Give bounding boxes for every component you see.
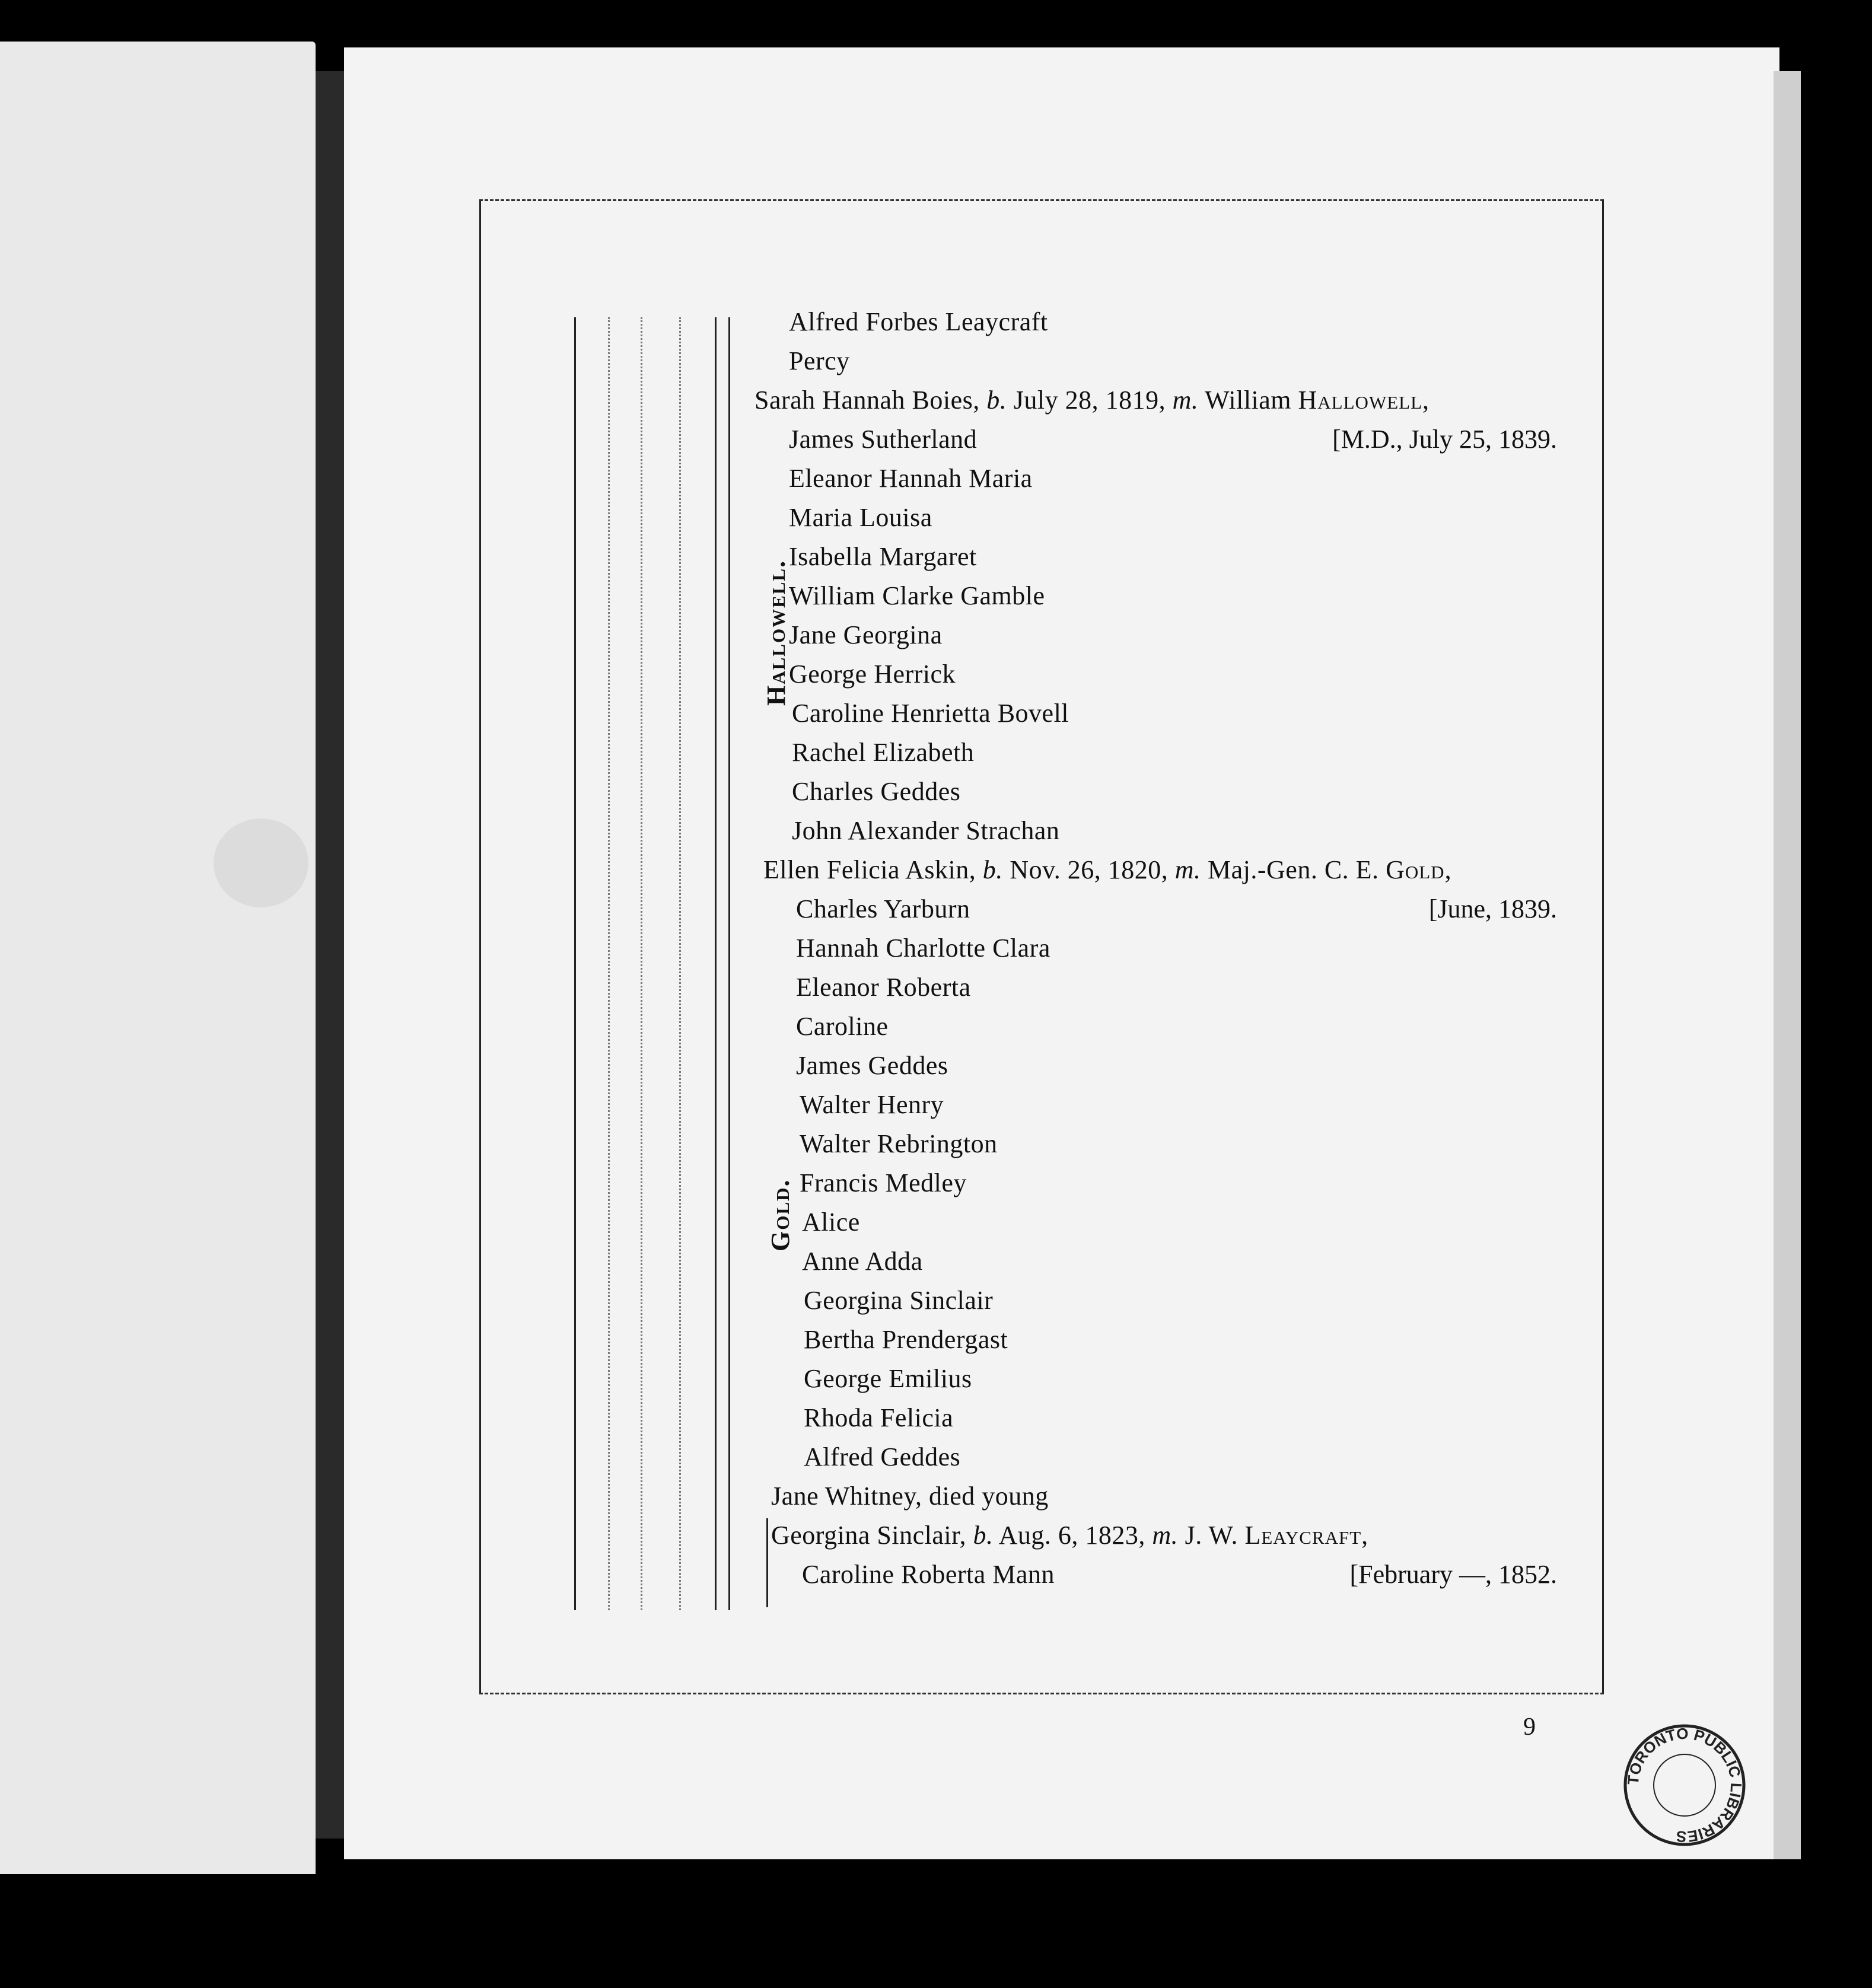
entry-fragment: Nov. 26, 1820, [1002, 855, 1175, 884]
paper-stain [214, 818, 308, 907]
entry-text: Eleanor Roberta [796, 973, 971, 1002]
entry-text: Maria Louisa [789, 503, 932, 532]
entry-text: Percy [789, 346, 850, 375]
entry-name [796, 893, 970, 926]
entry-name [804, 1284, 993, 1317]
entry-text: Charles Geddes [792, 777, 961, 806]
family-label-gold: Gold. [766, 1178, 795, 1251]
entry-name [792, 736, 974, 769]
entry-text: Bertha Prendergast [804, 1325, 1008, 1354]
entry-fragment: b. [986, 386, 1007, 415]
entry-text: Eleanor Hannah Maria [789, 464, 1033, 493]
entry-text: Rhoda Felicia [804, 1403, 954, 1432]
entry-name [804, 1441, 960, 1474]
entry-name [771, 1480, 1049, 1513]
entry-name [789, 345, 850, 378]
entry-name [804, 1323, 1008, 1356]
left-page [0, 42, 316, 1874]
entry-continuation: [June, 1839. [1428, 894, 1557, 923]
library-stamp [1622, 1723, 1747, 1847]
entry-text: Walter Rebrington [800, 1129, 998, 1158]
entry-text: Alfred Forbes Leaycraft [789, 307, 1048, 336]
entry-name [796, 1049, 948, 1082]
entry-name [789, 423, 977, 456]
entry-fragment: Gold [1386, 855, 1445, 884]
entry-fragment: Georgina Sinclair, [771, 1521, 973, 1550]
entry-fragment: Hallowell [1298, 386, 1423, 415]
family-label-hallowell: Hallowell. [762, 559, 791, 706]
entry-text: Caroline Roberta Mann [802, 1560, 1055, 1589]
entry-name [789, 658, 956, 691]
entry-fragment: Maj.-Gen. C. E. [1201, 855, 1386, 884]
entry-text: William Clarke Gamble [789, 581, 1045, 610]
entry-fragment: Ellen Felicia Askin, [763, 855, 983, 884]
entry-text: James Geddes [796, 1051, 948, 1080]
entry-text: Caroline Henrietta Bovell [792, 699, 1069, 728]
entry-name [796, 1010, 889, 1043]
genealogy-rule [715, 317, 717, 1610]
book-spine [316, 71, 344, 1839]
entry-text: Francis Medley [800, 1168, 967, 1197]
entry-name [789, 462, 1033, 495]
entry-fragment: , [1444, 855, 1452, 884]
entry-fragment: J. W. [1178, 1521, 1245, 1550]
entry-name [800, 1127, 998, 1161]
entry-name [789, 305, 1048, 339]
entry-name [792, 697, 1069, 730]
entry-name [789, 501, 932, 534]
entry-fragment: m. [1172, 386, 1199, 415]
entry-text: George Herrick [789, 660, 956, 689]
genealogy-rule [728, 317, 730, 1610]
entry-text: Hannah Charlotte Clara [796, 934, 1050, 963]
entry-name [802, 1558, 1055, 1591]
entry-text: Alice [802, 1208, 860, 1237]
entry-fragment: b. [982, 855, 1003, 884]
entry-fragment: m. [1174, 855, 1201, 884]
page-number: 9 [1523, 1713, 1536, 1741]
entry-text: Alfred Geddes [804, 1442, 961, 1471]
entry-name [789, 619, 943, 652]
svg-text:TORONTO PUBLIC LIBRARIES: TORONTO PUBLIC LIBRARIES [1623, 1724, 1746, 1846]
entry-fragment: July 28, 1819, [1007, 386, 1173, 415]
entry-name [800, 1167, 967, 1200]
entry-fragment: , [1422, 386, 1430, 415]
entry-fragment: b. [973, 1521, 994, 1550]
entry-text: Charles Yarburn [796, 894, 970, 923]
entry-text: George Emilius [804, 1364, 972, 1393]
entry-text: Caroline [796, 1012, 889, 1041]
entry-name [792, 775, 960, 808]
entry-marriage-line [763, 853, 1451, 887]
entry-name [804, 1362, 972, 1396]
entry-fragment: Leaycraft [1244, 1521, 1362, 1550]
entry-name [789, 540, 977, 574]
entry-continuation: [M.D., July 25, 1839. [1332, 425, 1557, 454]
entry-text: Rachel Elizabeth [792, 738, 975, 767]
genealogy-rule [608, 317, 610, 1610]
entry-name [802, 1245, 923, 1278]
entry-text: James Sutherland [789, 425, 978, 454]
entry-name [792, 814, 1059, 848]
genealogy-rule [574, 317, 576, 1610]
entry-text: John Alexander Strachan [792, 816, 1060, 845]
entry-text: Georgina Sinclair [804, 1286, 994, 1315]
entry-name [800, 1088, 944, 1122]
entry-continuation: [February —, 1852. [1349, 1560, 1557, 1589]
entry-text: Isabella Margaret [789, 542, 977, 571]
entry-name [796, 932, 1050, 965]
entry-fragment: William [1198, 386, 1298, 415]
entry-fragment: Sarah Hannah Boies, [754, 386, 987, 415]
entry-fragment: Aug. 6, 1823, [993, 1521, 1153, 1550]
entry-name [804, 1401, 953, 1435]
entry-name [796, 971, 971, 1004]
entry-text: Anne Adda [802, 1247, 923, 1276]
entry-text: Jane Georgina [789, 620, 943, 649]
genealogy-rule [641, 317, 642, 1610]
entry-name [802, 1206, 860, 1239]
entry-fragment: m. [1152, 1521, 1179, 1550]
entry-fragment: , [1361, 1521, 1368, 1550]
entry-text: Jane Whitney, died young [771, 1482, 1049, 1511]
entry-name [789, 579, 1045, 613]
genealogy-rule [679, 317, 681, 1610]
genealogy-rule [766, 1518, 768, 1607]
entry-text: Walter Henry [800, 1090, 944, 1119]
entry-marriage-line [771, 1519, 1368, 1552]
page-edge [1774, 71, 1801, 1859]
entry-marriage-line [754, 384, 1430, 417]
